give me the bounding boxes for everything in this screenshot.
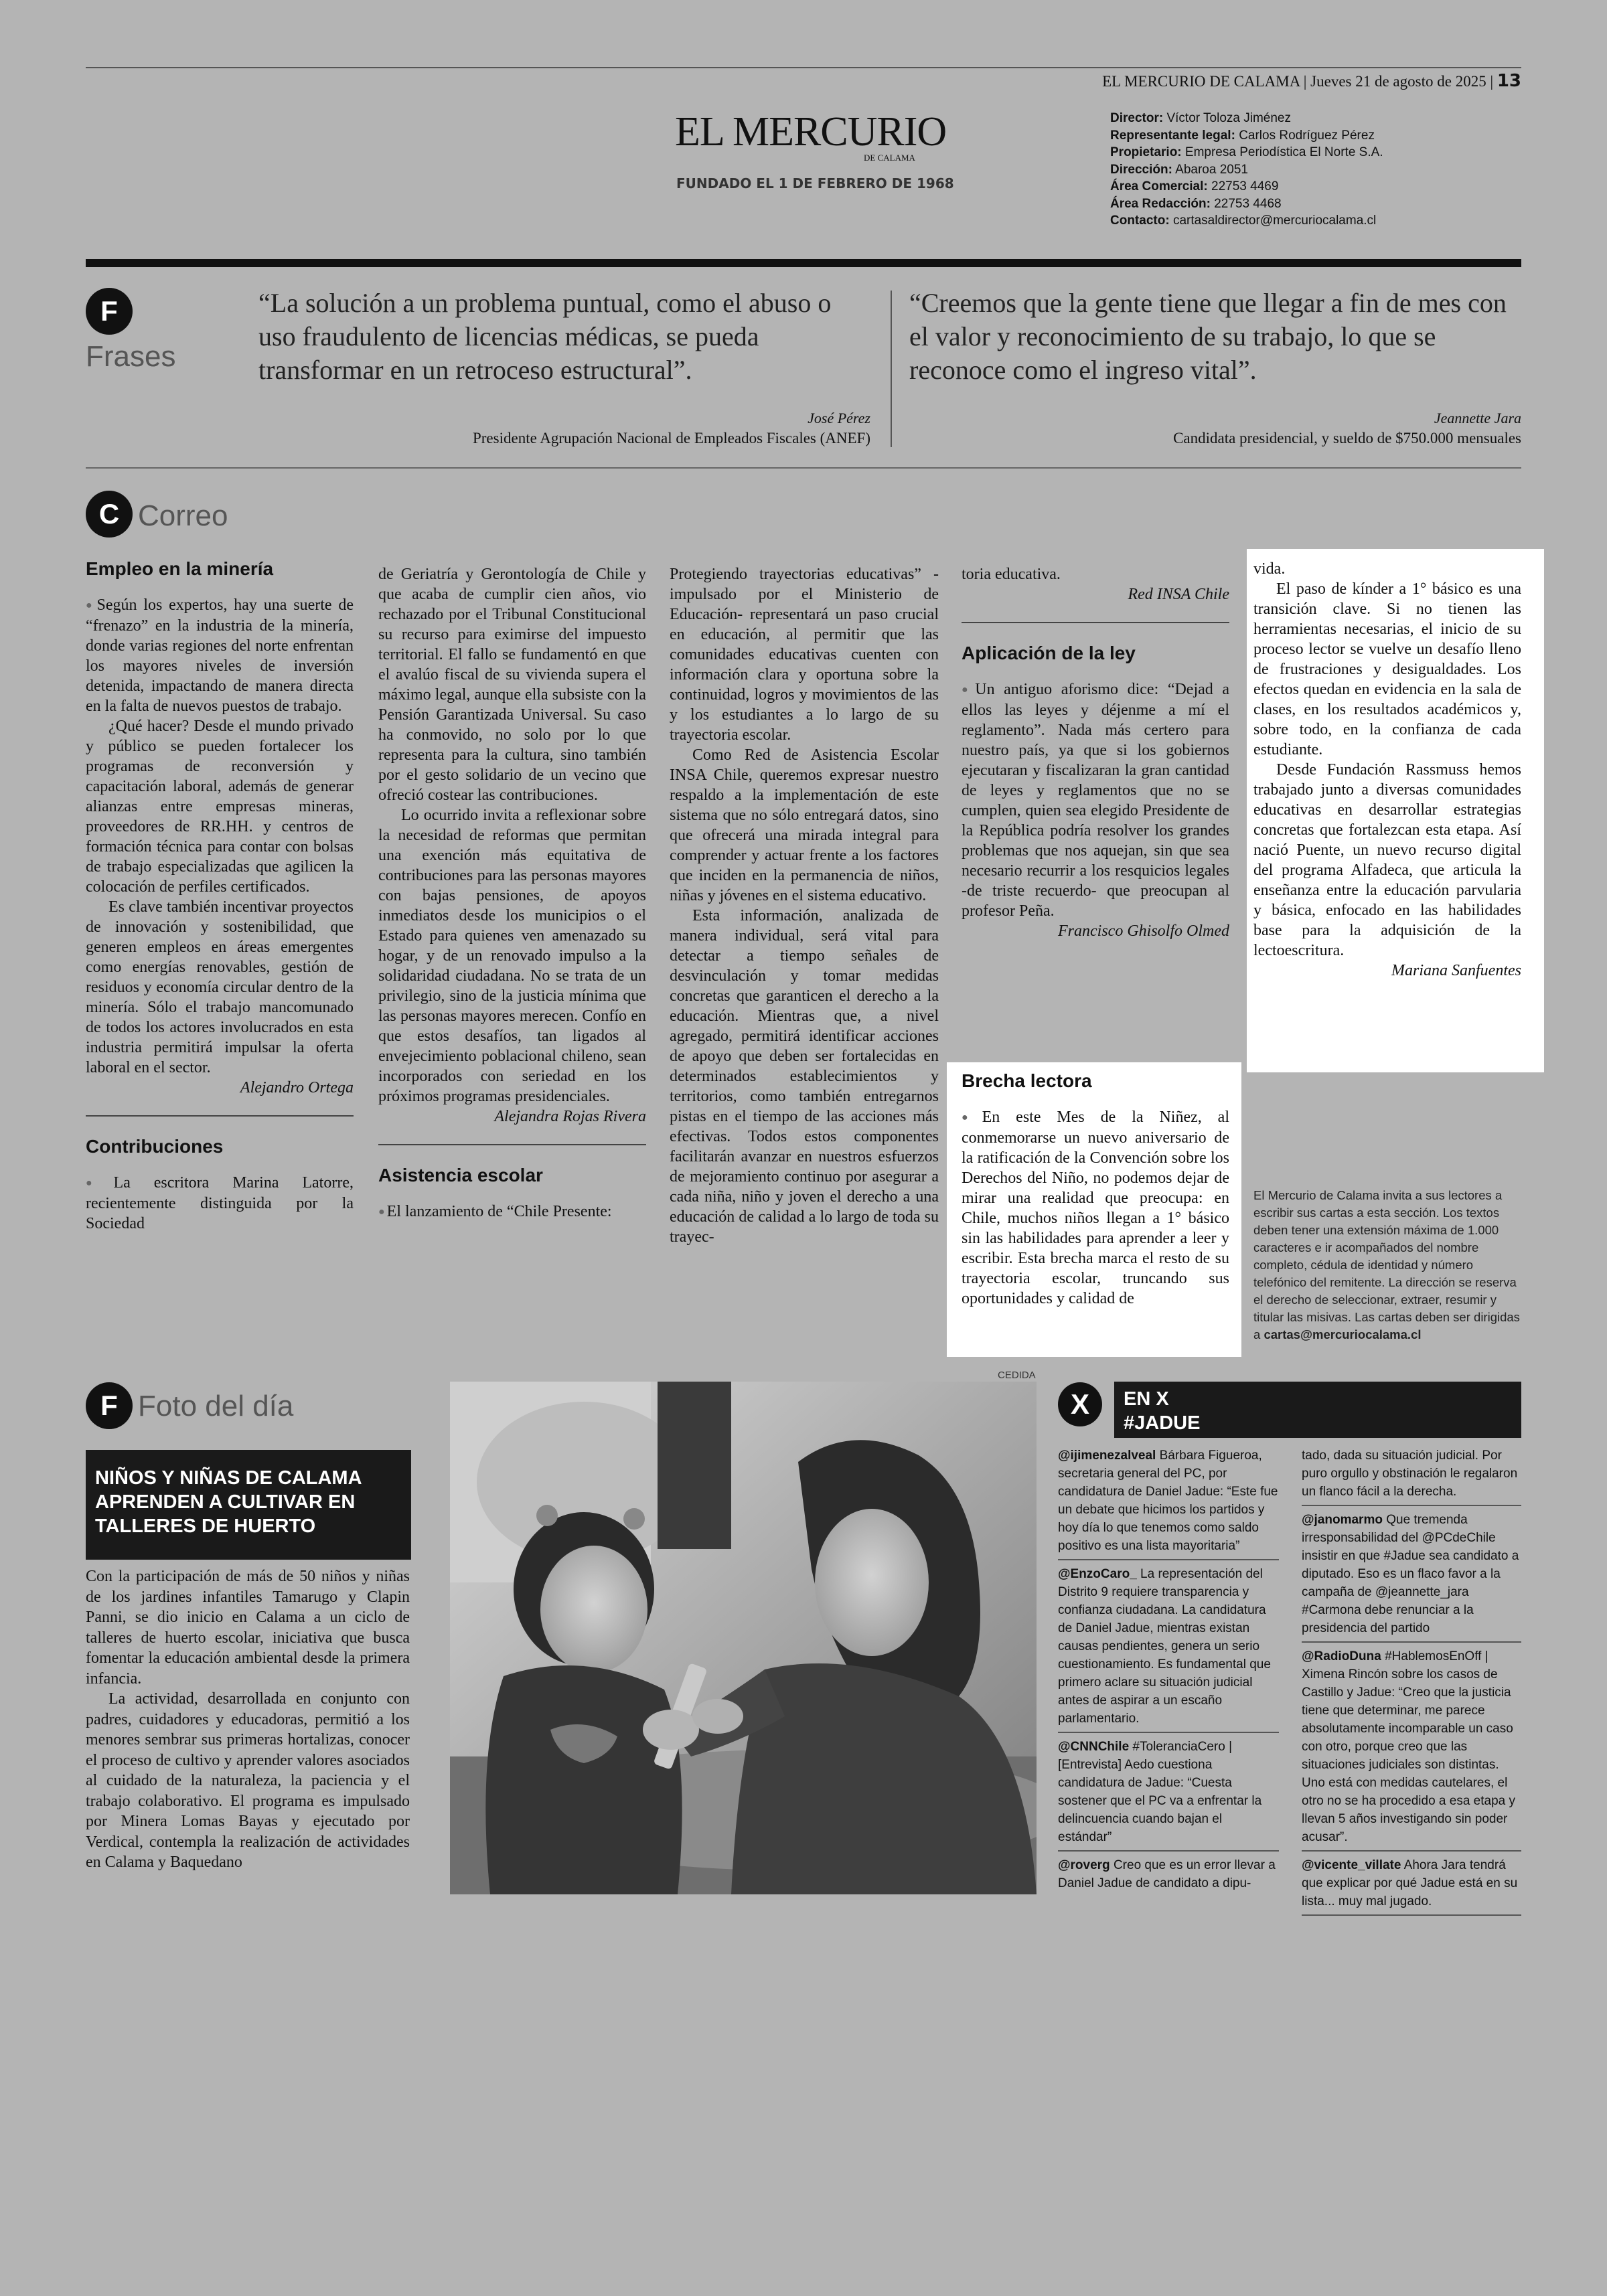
issue-line: EL MERCURIO DE CALAMA | Jueves 21 de agosto de 2025 | 13	[1102, 71, 1521, 91]
publication-name: EL MERCURIO DE CALAMA	[1102, 73, 1300, 90]
letters-email[interactable]: cartas@mercuriocalama.cl	[1264, 1327, 1422, 1341]
column-divider	[86, 1115, 354, 1117]
staff-commercial: Área Comercial: 22753 4469	[1110, 179, 1279, 193]
letter-signature: Mariana Sanfuentes	[1391, 962, 1521, 979]
foto-body	[86, 1566, 410, 1873]
issue-date: Jueves 21 de agosto de 2025	[1310, 73, 1486, 90]
masthead-title: EL MERCURIO	[675, 109, 947, 155]
quote-1: “La solución a un problema puntual, como el abuso o uso fraudulento de licencias médicas, se pueda transformar en un retroceso estructural”.	[258, 288, 832, 385]
correo-column-4b	[962, 1071, 1229, 1309]
letter-heading-contribuciones: Contribuciones	[86, 1136, 224, 1157]
letter-signature: Red INSA Chile	[1128, 586, 1229, 603]
letter-signature: Francisco Ghisolfo Olmed	[1058, 922, 1229, 940]
x-heading-line-1: EN X	[1124, 1388, 1169, 1410]
letter-signature: Alejandra Rojas Rivera	[494, 1108, 646, 1125]
letter-paragraph: Esta información, analizada de manera individual, será vital para detectar a tiempo señales de desvinculación y tomar medidas concretas que garanticen el derecho a la educación. Mientras que, a nivel agregado, permitirá identificar acciones de apoyo que deben ser fortalecidas en determinados establecimientos y territorios, como también entregarnos pistas en el tiempo de las acciones más efectivas. Todos estos componentes facilitarán avanzar en nuestros esfuerzos de mejoramiento continuo por asegurar a cada niña, niño y joven el derecho a una educación de calidad a lo largo de toda su trayec-	[670, 907, 939, 1246]
founded-line: FUNDADO EL 1 DE FEBRERO DE 1968	[676, 175, 954, 191]
frases-title: Frases	[86, 340, 176, 373]
letter-paragraph: ● En este Mes de la Niñez, al conmemorarse un nuevo aniversario de la ratificación de la Convención sobre los Derechos del Niño, no podemos dejar de mirar una realidad que preocupa: en Chile, muchos niños llegan a 1° básico sin las habilidades para aprender a leer y escribir. Esta brecha marca el resto de su trayectoria escolar, truncando sus oportunidades y calidad de	[962, 1107, 1229, 1309]
foto-title: Foto del día	[138, 1390, 294, 1422]
masthead	[675, 108, 946, 156]
foto-paragraph: La actividad, desarrollada en conjunto con padres, cuidadores y educadoras, permitió a los menores sembrar sus primeras hortalizas, conocer el proceso de cultivo y aprender valores asociados al cuidado de la naturaleza, la paciencia y el trabajo colaborativo. El programa es impulsado por Minera Lomas Bayas y ejecutado por Verdical, contempla la realización de actividades en Calama y Baquedano	[86, 1690, 410, 1871]
staff-address: Dirección: Abaroa 2051	[1110, 162, 1248, 177]
staff-legal: Representante legal: Carlos Rodríguez Pérez	[1110, 128, 1375, 143]
letter-paragraph: El paso de kínder a 1° básico es una transición clave. Si no tienen las herramientas necesarias, el inicio de su proceso lector se vuelve un desafío lleno de frustraciones y desigualdades. Los efectos quedan en evidencia en la sala de clases, en los resultados académicos y, sobre todo, en la confianza de cada estudiante.	[1253, 580, 1521, 758]
frases-icon: F	[86, 288, 133, 335]
foto-icon: F	[86, 1382, 133, 1429]
letters-notice: El Mercurio de Calama invita a sus lectores a escribir sus cartas a esta sección. Los textos deben tener una extensión máxima de 1.000 caracteres e ir acompañados del nombre completo, cédula de identidad y número telefónico del remitente. La dirección se reserva el derecho de seleccionar, extraer, resumir y titular las misivas. Las cartas deben ser dirigidas a cartas@mercuriocalama.cl	[1253, 1188, 1520, 1341]
tweet-handle[interactable]: @vicente_villate	[1302, 1858, 1401, 1872]
tweet: @EnzoCaro_ La representación del Distrito 9 requiere transparencia y confianza ciudadana. La candidatura de Daniel Jadue, mientras existan causas pendientes, genera un serio cuestionamiento. Es fundamental que primero aclare su situación judicial antes de aspirar a un escaño parlamentario.	[1058, 1563, 1279, 1733]
staff-owner: Propietario: Empresa Periodística El Norte S.A.	[1110, 145, 1383, 159]
letter-paragraph: ● El lanzamiento de “Chile Presente:	[378, 1202, 646, 1222]
column-divider	[962, 622, 1229, 623]
letter-paragraph: Desde Fundación Rassmuss hemos trabajado junto a diversas comunidades educativas en desarrollar estrategias concretas que fortalezcan esta etapa. Así nació Puente, un nuevo recurso digital del programa Alfadeca, que articula la enseñanza entre la educación parvularia y básica, enfocado en las habilidades base para la adquisición de la lectoescritura.	[1253, 761, 1521, 959]
quote-1-author: José Pérez	[808, 410, 870, 426]
correo-title: Correo	[138, 499, 228, 532]
tweet-handle[interactable]: @RadioDuna	[1302, 1649, 1381, 1663]
tweet: @vicente_villate Ahora Jara tendrá que explicar por qué Jadue está en su lista... muy mal jugado.	[1302, 1854, 1521, 1916]
letter-paragraph: ● Un antiguo aforismo dice: “Dejad a ellos las leyes y déjenme a mí el reglamento”. Nada más certero para nuestro país, ya que si los gobiernos ejecutaran y fiscalizaran la gran cantidad de leyes y reglamentos que no se cumplen, quien sea elegido Presidente de la República podría resolver los grandes problemas que nos aquejan, sin que sea necesario recurrir a los resquicios legales -de triste recuerdo- que preocupan al profesor Peña.	[962, 679, 1229, 921]
letter-heading-asistencia: Asistencia escolar	[378, 1165, 543, 1185]
page-number: 13	[1497, 71, 1521, 91]
correo-column-2	[378, 564, 646, 1222]
correo-column-3	[670, 564, 939, 1247]
tweet: @CNNChile #ToleranciaCero | [Entrevista] Aedo cuestiona candidatura de Jadue: “Cuesta sostener que el PC va a enfrentar la delincuencia cuando bajan el estándar”	[1058, 1736, 1279, 1852]
tweets-column-1	[1058, 1445, 1279, 1899]
frases-bottom-rule	[86, 467, 1521, 469]
letter-paragraph: Lo ocurrido invita a reflexionar sobre la necesidad de reformas que permitan una exención más equitativa de contribuciones para las personas mayores con bajas pensiones, de apoyos inmediatos desde los municipios o el Estado para quienes ven amenazado su hogar, y de un renovado impulso a la solidaridad ciudadana. No se trata de un privilegio, sino de la justicia mínima que las personas mayores merecen. Confío en que estos desafíos, tan ligados al envejecimiento poblacional chileno, sean incorporados con seriedad en los próximos programas presidenciales.	[378, 807, 646, 1105]
correo-icon: C	[86, 491, 133, 538]
staff-contact[interactable]: Contacto: cartasaldirector@mercuriocalama.cl	[1110, 214, 1377, 228]
staff-director: Director: Víctor Toloza Jiménez	[1110, 111, 1291, 125]
tweet-handle[interactable]: @roverg	[1058, 1858, 1110, 1872]
letter-paragraph: Como Red de Asistencia Escolar INSA Chile, queremos expresar nuestro respaldo a la implementación de este sistema que no sólo entregará datos, sino que ofrecerá una mirada integral para comprender y actuar frente a los factores que inciden en la permanencia de niños, niñas y jóvenes en el sistema educativo.	[670, 746, 939, 904]
letter-paragraph: Protegiendo trayectorias educativas” -impulsado por el Ministerio de Educación- representará un paso crucial en educación, al permitir que las comunidades educativas cuenten con información clara y oportuna sobre la continuidad, logros y movimientos de las y los estudiantes a lo largo de su trayectoria escolar.	[670, 566, 939, 744]
thick-rule	[86, 259, 1521, 267]
letter-signature: Alejandro Ortega	[240, 1079, 354, 1096]
top-rule	[86, 67, 1521, 68]
letter-paragraph: ¿Qué hacer? Desde el mundo privado y público se pueden fortalecer los programas de reconversión y capacitación laboral, además de generar alianzas entre empresas mineras, proveedores de RR.HH. y centros de formación técnica para contar con bolsas de trabajo especializadas que agilicen la colocación de perfiles certificados.	[86, 718, 354, 896]
letter-heading-brecha: Brecha lectora	[962, 1070, 1092, 1091]
quote-2: “Creemos que la gente tiene que llegar a fin de mes con el valor y reconocimiento de su trabajo, lo que se reconoce como el ingreso vital”.	[909, 288, 1507, 385]
foto-paragraph: Con la participación de más de 50 niños y niñas de los jardines infantiles Tamarugo y Clapin Panni, se dio inicio en Calama a un ciclo de talleres de huerto escolar, iniciativa que busca fomentar la educación ambiental desde la primera infancia.	[86, 1568, 410, 1688]
tweet-handle[interactable]: @ijimenezalveal	[1058, 1449, 1156, 1463]
tweet-handle[interactable]: @CNNChile	[1058, 1740, 1130, 1754]
frases-divider	[891, 291, 892, 447]
photo-children-garden	[450, 1382, 1037, 1894]
correo-column-5	[1253, 559, 1521, 981]
photo-illustration	[450, 1382, 1037, 1894]
tweet-handle[interactable]: @EnzoCaro_	[1058, 1567, 1137, 1581]
staff-box	[1110, 110, 1383, 230]
letter-heading-aplicacion: Aplicación de la ley	[962, 643, 1136, 663]
correo-column-4	[962, 564, 1229, 941]
tweet: tado, dada su situación judicial. Por puro orgullo y obstinación le regalaron un flanco fácil a la derecha.	[1302, 1445, 1521, 1506]
letter-paragraph: de Geriatría y Gerontología de Chile y que acaba de cumplir cien años, vio rechazado por el Tribunal Constitucional su recurso para eximirse del impuesto territorial. El fallo se fundamentó en que el avalúo fiscal de su vivienda supera el máximo legal, aunque ella subsiste con la Pensión Garantizada Universal. Su caso ha conmovido, no solo por lo que representa para la cultura, sino también por el gesto solidario de un vecino que ofreció costear las contribuciones.	[378, 566, 646, 804]
tweets-column-2	[1302, 1445, 1521, 1918]
letter-heading-empleo: Empleo en la minería	[86, 558, 274, 579]
x-section-heading	[1114, 1382, 1521, 1438]
tweet: @janomarmo Que tremenda irresponsabilidad del @PCdeChile insistir en que #Jadue sea candidato a diputado. Eso es un flaco favor a la campaña de @jeannette_jara #Carmona debe renunciar a la presidencia del partido	[1302, 1509, 1521, 1643]
x-heading-line-2: #JADUE	[1124, 1412, 1201, 1434]
quote-2-author: Jeannette Jara	[1434, 410, 1521, 426]
photo-credit: CEDIDA	[998, 1370, 1036, 1381]
tweet: @RadioDuna #HablemosEnOff | Ximena Rincón sobre los casos de Castillo y Jadue: “Creo que la justicia tiene que determinar, me parece absolutamente incomparable un caso con otro, porque creo que las situaciones judiciales son distintas. Uno está con medidas cautelares, el otro no se ha procedido a esa etapa y llevan 5 años investigando sin poder acusar”.	[1302, 1645, 1521, 1852]
quote-2-role: Candidata presidencial, y sueldo de $750.000 mensuales	[1173, 430, 1521, 446]
letter-paragraph: Es clave también incentivar proyectos de innovación y sostenibilidad, que generen empleos en áreas emergentes como energías renovables, gestión de residuos y economía circular dentro de la minería. Sólo el trabajo mancomunado de todos los actores involucrados en esta industria permitirá impulsar la oferta laboral en el sector.	[86, 898, 354, 1076]
correo-column-1	[86, 559, 354, 1234]
letter-paragraph: ● La escritora Marina Latorre, recientemente distinguida por la Sociedad	[86, 1173, 354, 1234]
quote-1-role: Presidente Agrupación Nacional de Empleados Fiscales (ANEF)	[472, 430, 870, 446]
letter-paragraph: toria educativa.	[962, 566, 1061, 583]
column-divider	[378, 1144, 646, 1145]
masthead-sub: DE CALAMA	[864, 153, 915, 163]
tweet: @roverg Creo que es un error llevar a Daniel Jadue de candidato a dipu-	[1058, 1858, 1276, 1890]
x-icon: X	[1058, 1382, 1102, 1426]
letter-paragraph: ● Según los expertos, hay una suerte de “frenazo” en la industria de la minería, donde varias regiones del norte enfrentan los mayores niveles de inversión detenida, impactando de manera directa en la falta de nuevos puestos de trabajo.	[86, 595, 354, 716]
foto-headline: NIÑOS Y NIÑAS DE CALAMA APRENDEN A CULTIVAR EN TALLERES DE HUERTO	[86, 1450, 411, 1560]
tweet: @ijimenezalveal Bárbara Figueroa, secretaria general del PC, por candidatura de Daniel Jadue: “Este fue un debate que hicimos los partidos y hoy día lo que tenemos como saldo positivo es una lista mayoritaria”	[1058, 1445, 1279, 1560]
letter-paragraph: vida.	[1253, 560, 1286, 578]
tweet-handle[interactable]: @janomarmo	[1302, 1513, 1383, 1527]
staff-newsroom: Área Redacción: 22753 4468	[1110, 196, 1282, 211]
